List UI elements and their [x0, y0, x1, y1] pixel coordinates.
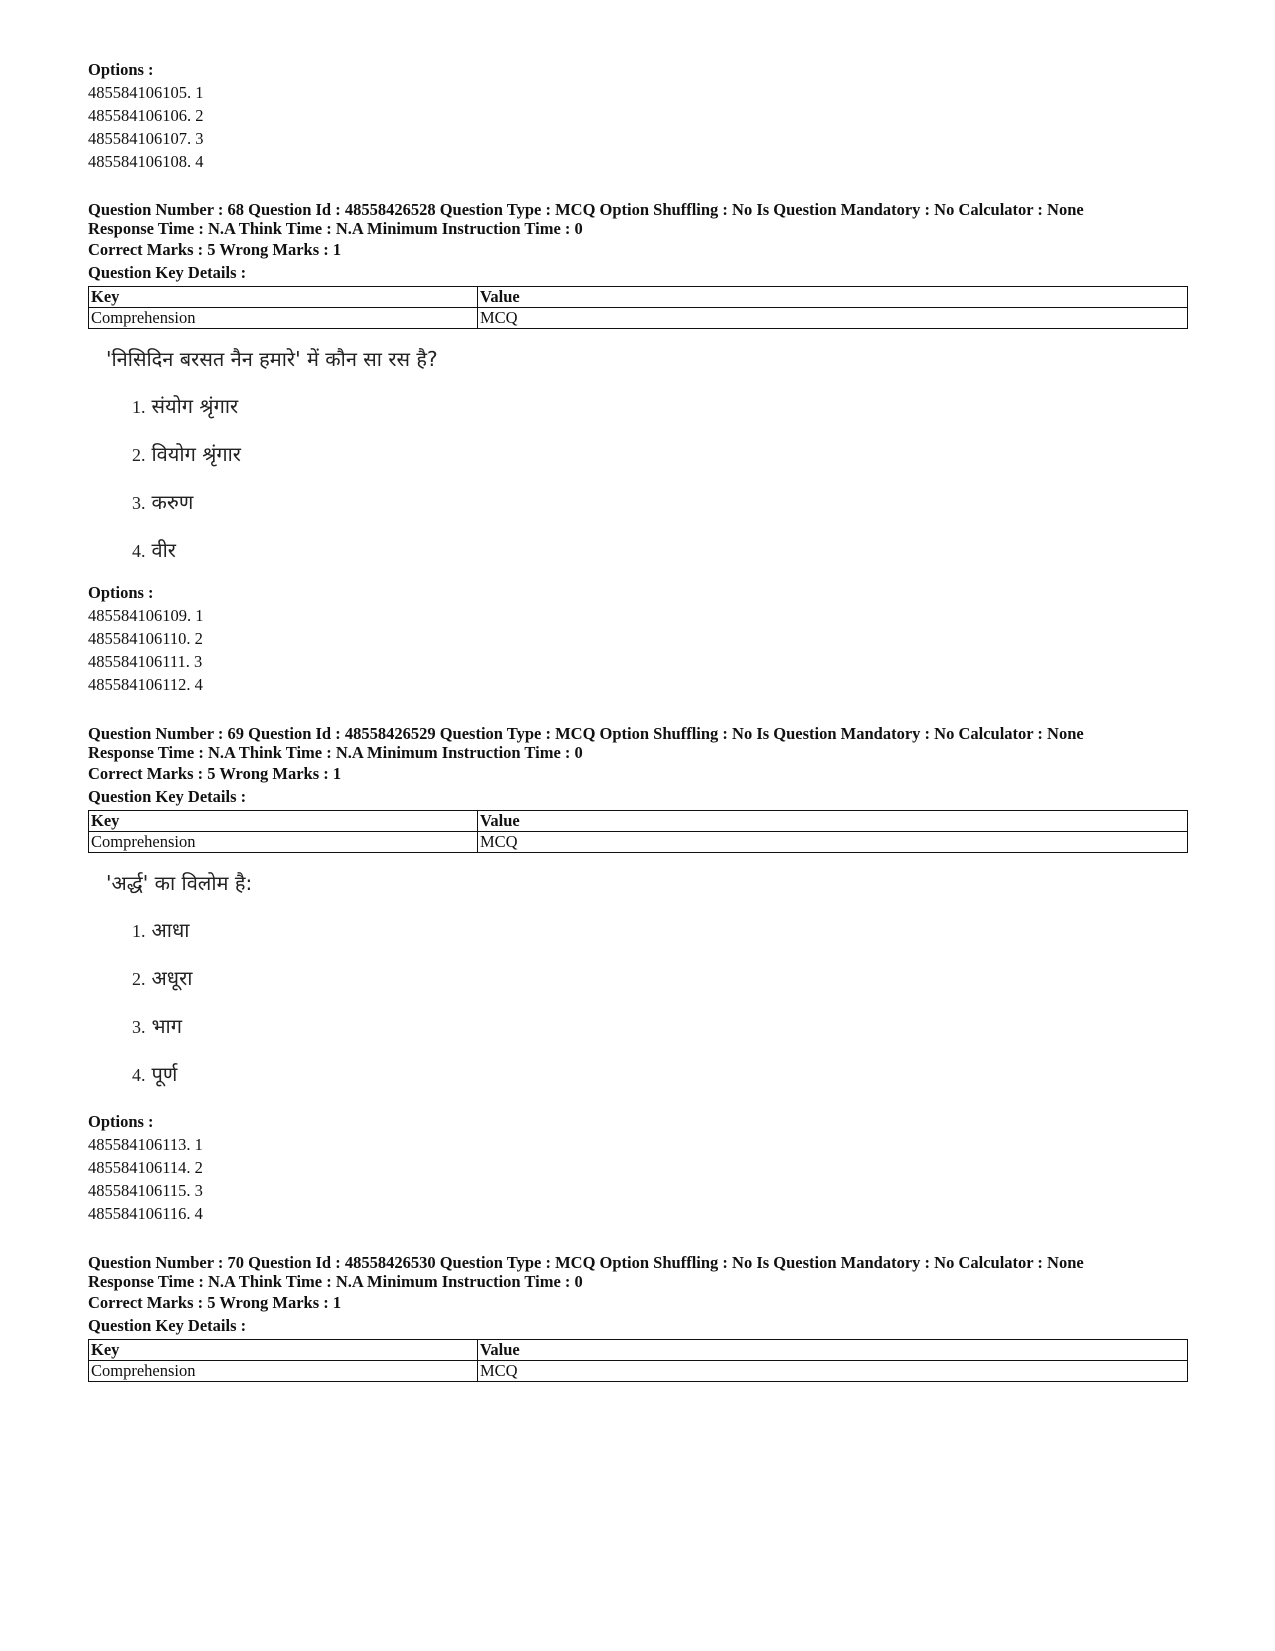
- question-timing: Response Time : N.A Think Time : N.A Minimum Instruction Time : 0: [88, 743, 583, 762]
- table-header-row: [89, 811, 1188, 832]
- options-block: [88, 58, 1188, 173]
- table-header-key: Key: [89, 811, 478, 832]
- table-header-row: [89, 287, 1188, 308]
- choice-text: भाग: [151, 1014, 182, 1038]
- option-item: 485584106108. 4: [88, 152, 204, 171]
- options-label: Options :: [88, 60, 154, 79]
- options-label: Options :: [88, 1112, 154, 1131]
- table-header-row: [89, 1340, 1188, 1361]
- option-item: 485584106109. 1: [88, 606, 204, 625]
- table-cell-value: MCQ: [478, 832, 1188, 853]
- options-label: Options :: [88, 583, 154, 602]
- question-text: 'अर्द्ध' का विलोम है:: [106, 871, 253, 895]
- option-item: 485584106113. 1: [88, 1135, 203, 1154]
- table-row: [89, 308, 1188, 329]
- key-details-table: [88, 286, 1188, 329]
- choice-item: [132, 1060, 1188, 1089]
- choice-number: 4.: [132, 1065, 146, 1085]
- choice-text: पूर्ण: [151, 1062, 178, 1086]
- question-header: Question Number : 70 Question Id : 48558426530 Question Type : MCQ Option Shuffling : No Is Question Mandatory : No Calculator : None: [88, 1253, 1084, 1272]
- question-marks: Correct Marks : 5 Wrong Marks : 1: [88, 240, 342, 259]
- choice-item: [132, 536, 1188, 565]
- choice-text: अधूरा: [151, 966, 193, 990]
- key-details-label: Question Key Details :: [88, 263, 247, 282]
- choice-text: संयोग श्रृंगार: [151, 394, 239, 418]
- choice-number: 2.: [132, 969, 146, 989]
- choice-item: [132, 488, 1188, 517]
- key-details-table: [88, 1339, 1188, 1382]
- key-details-label: Question Key Details :: [88, 787, 247, 806]
- table-cell-key: Comprehension: [89, 308, 478, 329]
- option-item: 485584106105. 1: [88, 83, 204, 102]
- question-marks: Correct Marks : 5 Wrong Marks : 1: [88, 764, 342, 783]
- table-cell-value: MCQ: [478, 1361, 1188, 1382]
- question-header: Question Number : 68 Question Id : 48558426528 Question Type : MCQ Option Shuffling : No Is Question Mandatory : No Calculator : None: [88, 200, 1084, 219]
- option-item: 485584106115. 3: [88, 1181, 203, 1200]
- choice-text: आधा: [151, 918, 190, 942]
- question-header: Question Number : 69 Question Id : 48558426529 Question Type : MCQ Option Shuffling : No Is Question Mandatory : No Calculator : None: [88, 724, 1084, 743]
- choice-item: [132, 392, 1188, 421]
- table-row: [89, 1361, 1188, 1382]
- choice-item: [132, 1012, 1188, 1041]
- table-cell-key: Comprehension: [89, 1361, 478, 1382]
- choice-text: करुण: [151, 490, 194, 514]
- question-marks: Correct Marks : 5 Wrong Marks : 1: [88, 1293, 342, 1312]
- question-text: 'निसिदिन बरसत नैन हमारे' में कौन सा रस है?: [106, 347, 438, 371]
- table-header-value: Value: [478, 287, 1188, 308]
- table-header-key: Key: [89, 1340, 478, 1361]
- key-details-label: Question Key Details :: [88, 1316, 247, 1335]
- table-row: [89, 832, 1188, 853]
- option-item: 485584106107. 3: [88, 129, 204, 148]
- option-item: 485584106116. 4: [88, 1204, 203, 1223]
- table-header-value: Value: [478, 1340, 1188, 1361]
- table-cell-value: MCQ: [478, 308, 1188, 329]
- question-68: [88, 200, 1188, 565]
- key-details-table: [88, 810, 1188, 853]
- question-70: [88, 1253, 1188, 1382]
- choice-item: [132, 440, 1188, 469]
- choice-number: 4.: [132, 541, 146, 561]
- choice-text: वीर: [151, 538, 176, 562]
- option-item: 485584106114. 2: [88, 1158, 203, 1177]
- choice-number: 3.: [132, 1017, 146, 1037]
- option-item: 485584106111. 3: [88, 652, 203, 671]
- question-timing: Response Time : N.A Think Time : N.A Minimum Instruction Time : 0: [88, 219, 583, 238]
- options-block: [88, 581, 1188, 696]
- table-header-key: Key: [89, 287, 478, 308]
- option-item: 485584106112. 4: [88, 675, 203, 694]
- option-item: 485584106106. 2: [88, 106, 204, 125]
- options-block: [88, 1110, 1188, 1225]
- table-cell-key: Comprehension: [89, 832, 478, 853]
- question-content: [88, 345, 1188, 565]
- question-timing: Response Time : N.A Think Time : N.A Minimum Instruction Time : 0: [88, 1272, 583, 1291]
- question-content: [88, 869, 1188, 1089]
- choice-number: 1.: [132, 397, 146, 417]
- option-item: 485584106110. 2: [88, 629, 203, 648]
- table-header-value: Value: [478, 811, 1188, 832]
- choice-text: वियोग श्रृंगार: [151, 442, 241, 466]
- choice-item: [132, 916, 1188, 945]
- choice-number: 1.: [132, 921, 146, 941]
- question-69: [88, 724, 1188, 1089]
- choice-number: 3.: [132, 493, 146, 513]
- choice-item: [132, 964, 1188, 993]
- choice-number: 2.: [132, 445, 146, 465]
